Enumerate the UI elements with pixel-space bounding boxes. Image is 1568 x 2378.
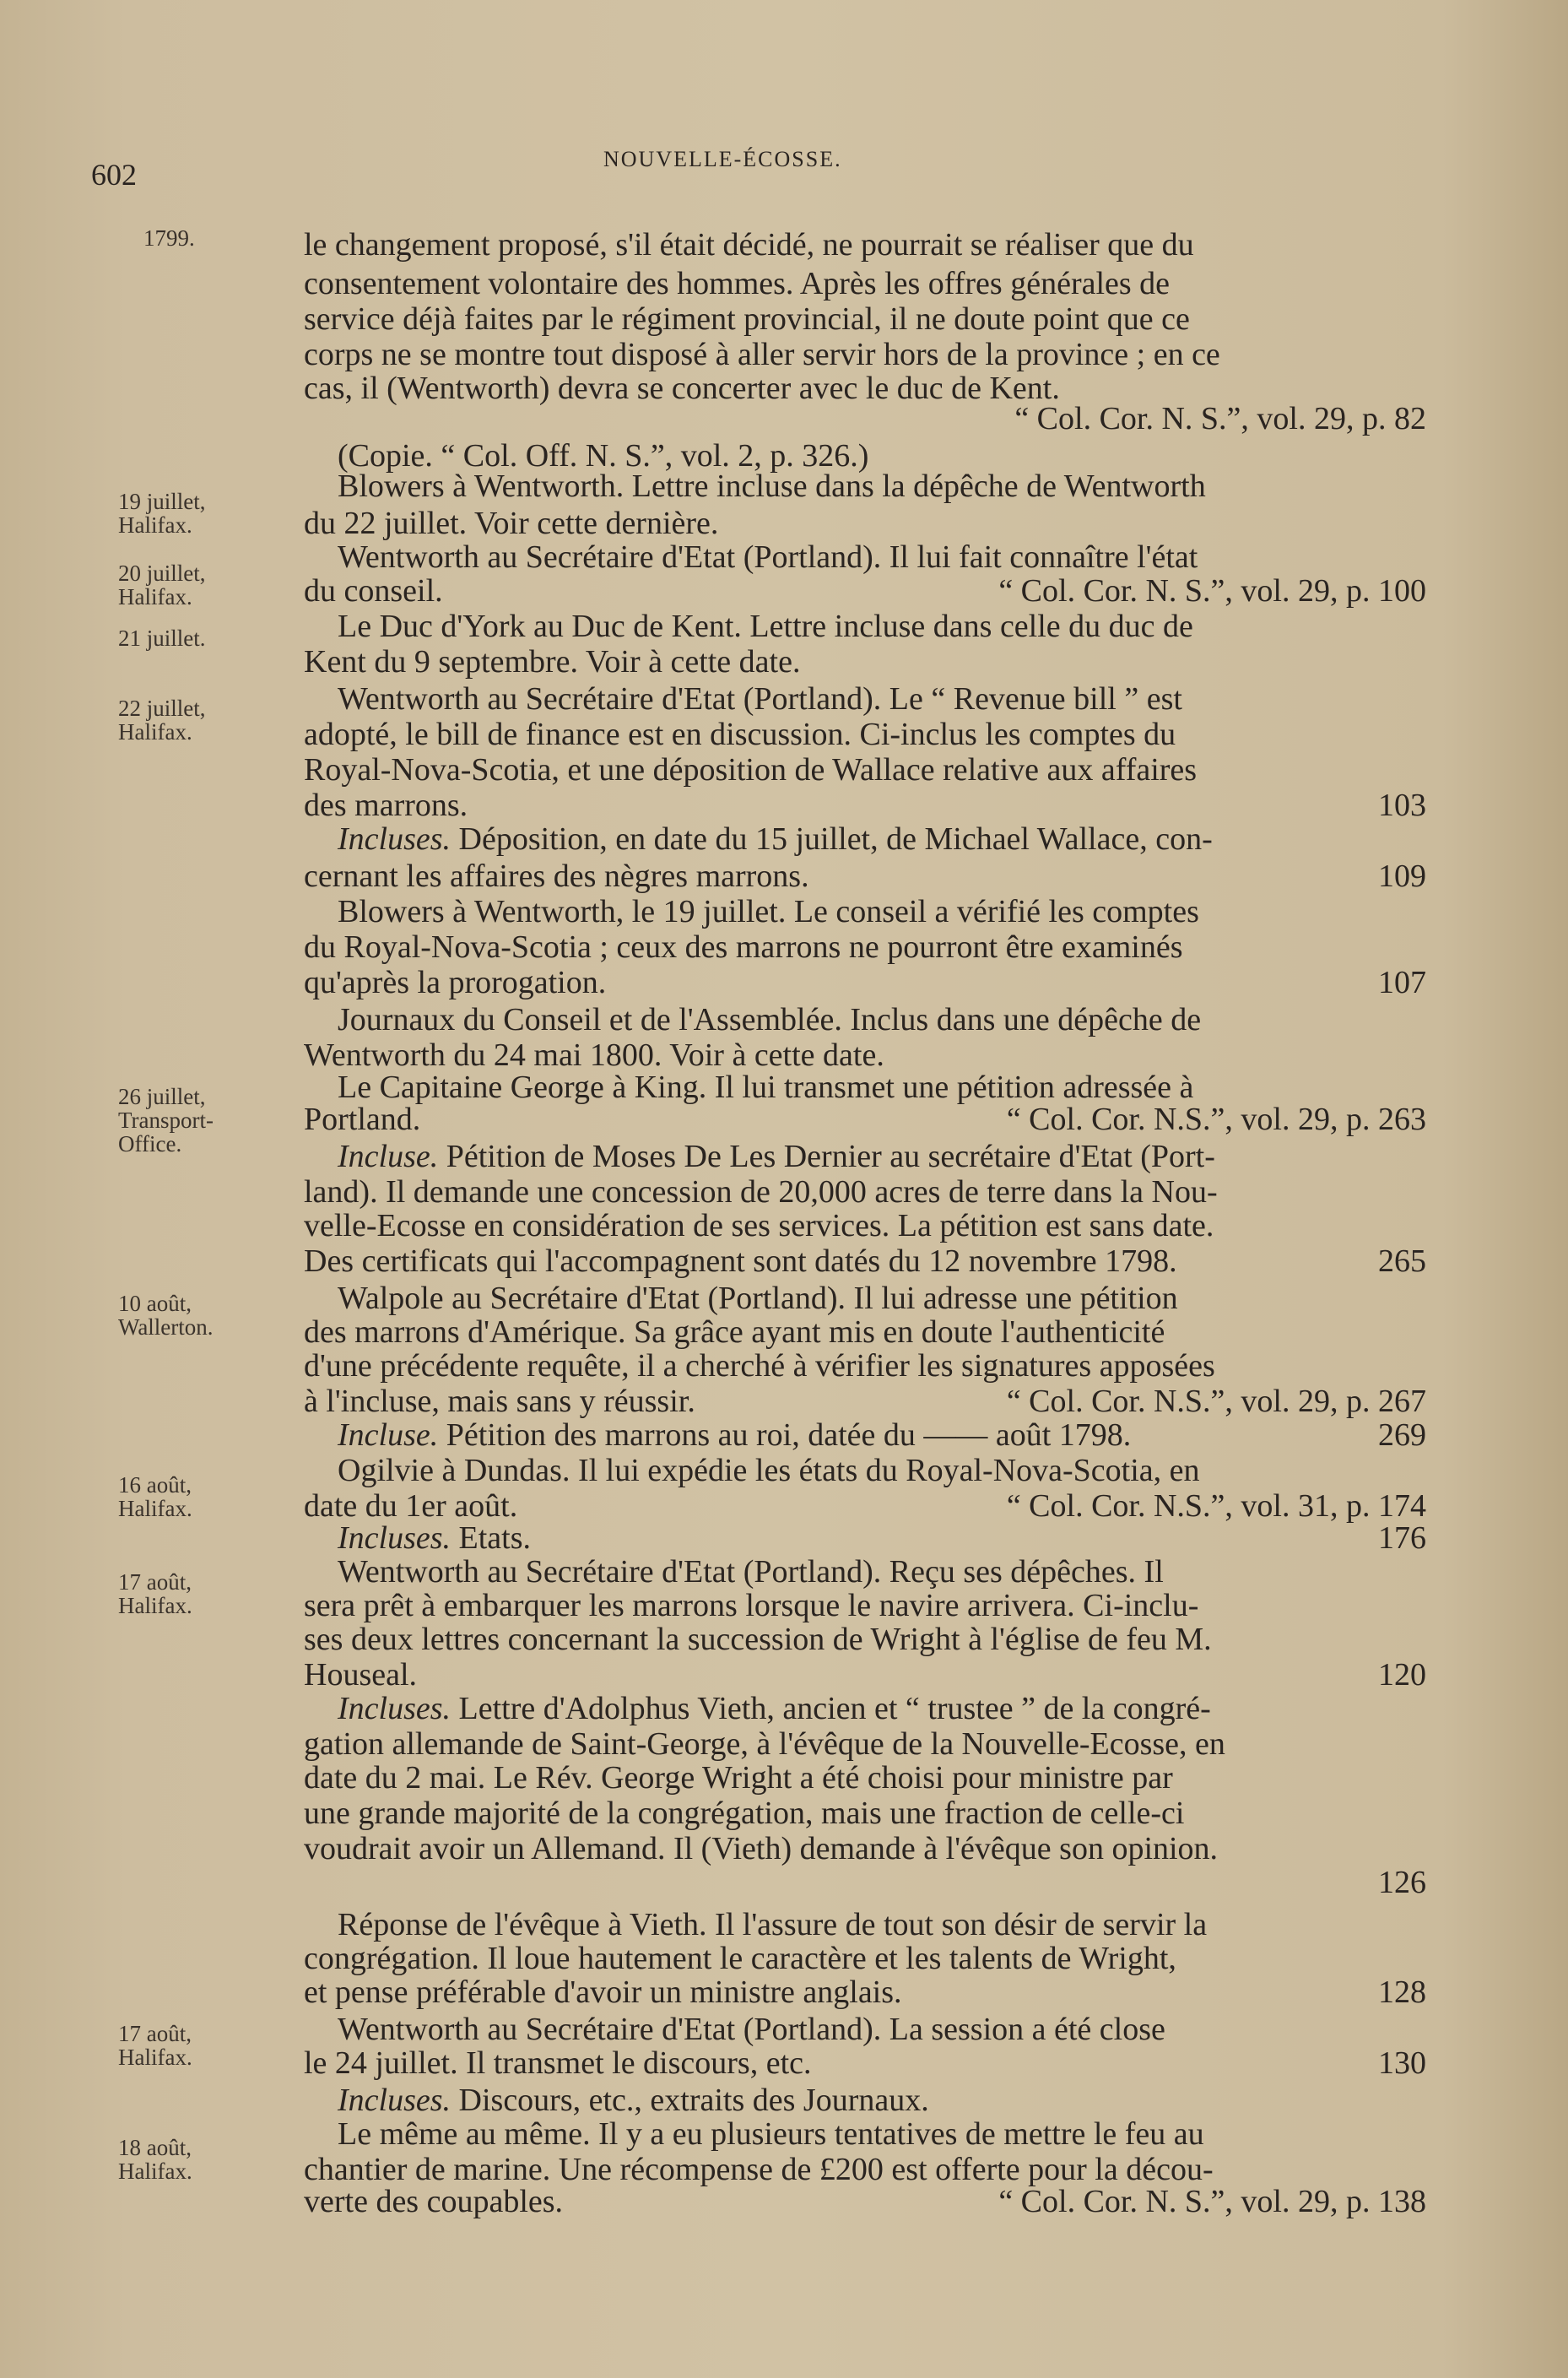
line-text: Houseal. [304, 1657, 418, 1693]
line-text: Lettre d'Adolphus Vieth, ancien et “ trustee ” de la congré- [451, 1691, 1211, 1726]
line-text: (Copie. “ Col. Off. N. S.”, vol. 2, p. 326.) [338, 438, 869, 474]
running-title: NOUVELLE-ÉCOSSE. [603, 147, 842, 171]
line-text: Ogilvie à Dundas. Il lui expédie les états du Royal-Nova-Scotia, en [338, 1453, 1200, 1488]
text-line [304, 2185, 1426, 2218]
text-line [304, 302, 1426, 336]
text-line [304, 1489, 1426, 1523]
text-line [338, 2083, 1426, 2117]
line-text: Pétition des marrons au roi, datée du —— août 1798. [438, 1417, 1132, 1453]
line-text: et pense préférable d'avoir un ministre anglais. [304, 1974, 902, 2010]
text-line [304, 574, 1426, 608]
text-line [304, 966, 1426, 999]
page-reference: 269 [1378, 1417, 1426, 1453]
line-text: adopté, le bill de finance est en discussion. Ci-inclus les comptes du [304, 717, 1176, 752]
line-text: Portland. [304, 1102, 421, 1137]
text-line [338, 1140, 1426, 1173]
margin-date: 1799. [143, 225, 195, 251]
text-line [304, 1175, 1426, 1209]
line-text: Le même au même. Il y a eu plusieurs tentatives de mettre le feu au [338, 2116, 1204, 2152]
line-text: qu'après la prorogation. [304, 965, 607, 1000]
margin-date: 22 juillet, Halifax. [118, 696, 206, 745]
line-text: le 24 juillet. Il transmet le discours, etc. [304, 2045, 812, 2081]
margin-date: 21 juillet. [118, 626, 206, 651]
text-line [304, 338, 1426, 371]
line-text: voudrait avoir un Allemand. Il (Vieth) demande à l'évêque son opinion. [304, 1831, 1219, 1866]
text-line [304, 228, 1426, 262]
text-line [304, 1244, 1426, 1278]
text-line [338, 1070, 1426, 1104]
page-reference: “ Col. Cor. N.S.”, vol. 31, p. 174 [1006, 1488, 1426, 1524]
page-reference: 128 [1378, 1974, 1426, 2010]
text-line [304, 1832, 1426, 1866]
line-text: Kent du 9 septembre. Voir à cette date. [304, 644, 801, 680]
text-line [304, 1975, 1426, 2009]
text-line [338, 1454, 1426, 1487]
line-text: Blowers à Wentworth, le 19 juillet. Le conseil a vérifié les comptes [338, 894, 1199, 929]
line-text: Wentworth au Secrétaire d'Etat (Portland). Reçu ses dépêches. Il [338, 1554, 1164, 1590]
page-reference: 126 [1378, 1865, 1426, 1900]
line-text: land). Il demande une concession de 20,000 acres de terre dans la Nou- [304, 1174, 1218, 1210]
line-text: Wentworth au Secrétaire d'Etat (Portland). Il lui fait connaître l'état [338, 539, 1198, 575]
line-text: verte des coupables. [304, 2184, 564, 2219]
page-reference: “ Col. Cor. N. S.”, vol. 29, p. 82 [1014, 401, 1426, 436]
text-line [304, 267, 1426, 301]
text-line [338, 1555, 1426, 1589]
text-line [304, 1796, 1426, 1830]
text-line [338, 1418, 1426, 1452]
line-text: Des certificats qui l'accompagnent sont datés du 12 novembre 1798. [304, 1243, 1177, 1279]
line-text: du Royal-Nova-Scotia ; ceux des marrons ne pourront être examinés [304, 929, 1183, 965]
text-line [304, 645, 1426, 679]
line-text: Wentworth du 24 mai 1800. Voir à cette date. [304, 1037, 884, 1073]
text-line [304, 1038, 1426, 1072]
text-line [338, 609, 1426, 643]
line-text: Wentworth au Secrétaire d'Etat (Portland). La session a été close [338, 2012, 1165, 2047]
page-reference: “ Col. Cor. N.S.”, vol. 29, p. 267 [1006, 1384, 1426, 1419]
text-line [304, 2046, 1426, 2080]
text-line [338, 2012, 1426, 2046]
line-text: le changement proposé, s'il était décidé, ne pourrait se réaliser que du [304, 227, 1194, 263]
line-text: à l'incluse, mais sans y réussir. [304, 1384, 695, 1419]
page-reference: 130 [1378, 2045, 1426, 2081]
line-text: Le Duc d'York au Duc de Kent. Lettre incluse dans celle du duc de [338, 609, 1193, 644]
line-text: velle-Ecosse en considération de ses services. La pétition est sans date. [304, 1208, 1214, 1243]
page-reference: 103 [1378, 788, 1426, 823]
text-line [304, 718, 1426, 751]
text-line [338, 822, 1426, 856]
line-text: Journaux du Conseil et de l'Assemblée. Inclus dans une dépêche de [338, 1002, 1202, 1037]
text-line [304, 506, 1426, 540]
line-text: ses deux lettres concernant la succession de Wright à l'église de feu M. [304, 1622, 1212, 1657]
text-line [304, 1209, 1426, 1243]
text-line [338, 540, 1426, 574]
italic-lead: Incluses. [338, 821, 451, 857]
line-text: d'une précédente requête, il a cherché à vérifier les signatures apposées [304, 1348, 1215, 1384]
line-text: Blowers à Wentworth. Lettre incluse dans la dépêche de Wentworth [338, 469, 1206, 504]
margin-date: 17 août, Halifax. [118, 1569, 192, 1618]
text-line [338, 682, 1426, 716]
text-line [304, 1727, 1426, 1761]
italic-lead: Incluses. [338, 1691, 451, 1726]
text-line [338, 1003, 1426, 1037]
margin-date: 16 août, Halifax. [118, 1472, 192, 1521]
line-text: congrégation. Il loue hautement le caractère et les talents de Wright, [304, 1941, 1176, 1976]
text-line [304, 859, 1426, 893]
line-text: consentement volontaire des hommes. Après les offres générales de [304, 266, 1171, 301]
text-line [304, 1761, 1426, 1795]
italic-lead: Incluses. [338, 2083, 451, 2118]
margin-date: 26 juillet, Transport- Office. [118, 1084, 214, 1156]
line-text: date du 1er août. [304, 1488, 518, 1524]
line-text: une grande majorité de la congrégation, mais une fraction de celle-ci [304, 1796, 1185, 1831]
margin-date: 18 août, Halifax. [118, 2135, 192, 2184]
page-reference: “ Col. Cor. N.S.”, vol. 29, p. 263 [1006, 1102, 1426, 1137]
italic-lead: Incluse. [338, 1417, 439, 1453]
italic-lead: Incluse. [338, 1139, 439, 1174]
text-line [304, 1349, 1426, 1383]
line-text: Etats. [451, 1520, 532, 1556]
text-line [304, 1102, 1426, 1136]
line-text: Wentworth au Secrétaire d'Etat (Portland). Le “ Revenue bill ” est [338, 681, 1182, 717]
line-text: Royal-Nova-Scotia, et une déposition de Wallace relative aux affaires [304, 752, 1198, 788]
text-line [338, 2117, 1426, 2151]
text-line [304, 1315, 1426, 1349]
line-text: Réponse de l'évêque à Vieth. Il l'assure de tout son désir de servir la [338, 1907, 1208, 1942]
line-text: Walpole au Secrétaire d'Etat (Portland). Il lui adresse une pétition [338, 1281, 1178, 1316]
text-line [304, 930, 1426, 964]
margin-date: 10 août, Wallerton. [118, 1291, 214, 1340]
page-reference: “ Col. Cor. N. S.”, vol. 29, p. 100 [998, 573, 1426, 609]
text-line [304, 1589, 1426, 1622]
line-text: des marrons d'Amérique. Sa grâce ayant mis en doute l'authenticité [304, 1314, 1165, 1350]
text-line [338, 1908, 1426, 1942]
line-text: Pétition de Moses De Les Dernier au secrétaire d'Etat (Port- [438, 1139, 1215, 1174]
line-text: du 22 juillet. Voir cette dernière. [304, 506, 719, 541]
line-text: Déposition, en date du 15 juillet, de Michael Wallace, con- [451, 821, 1213, 857]
line-text: gation allemande de Saint-George, à l'évêque de la Nouvelle-Ecosse, en [304, 1726, 1225, 1762]
italic-lead: Incluses. [338, 1520, 451, 1556]
text-line [304, 1942, 1426, 1975]
text-line [338, 895, 1426, 929]
text-line [338, 1692, 1426, 1725]
page-reference: 120 [1378, 1657, 1426, 1693]
text-line [304, 371, 1426, 405]
page-reference: 109 [1378, 859, 1426, 894]
page-reference: “ Col. Cor. N. S.”, vol. 29, p. 138 [998, 2184, 1426, 2219]
line-text: date du 2 mai. Le Rév. George Wright a été choisi pour ministre par [304, 1760, 1173, 1796]
line-text: du conseil. [304, 573, 443, 609]
line-text: corps ne se montre tout disposé à aller servir hors de la province ; en ce [304, 337, 1220, 372]
text-line [338, 469, 1426, 503]
margin-date: 19 juillet, Halifax. [118, 489, 206, 538]
text-line [304, 753, 1426, 787]
text-line [304, 2153, 1426, 2186]
margin-date: 20 juillet, Halifax. [118, 561, 206, 609]
line-text: cas, il (Wentworth) devra se concerter avec le duc de Kent. [304, 371, 1060, 406]
text-line [338, 1521, 1426, 1555]
text-line [338, 1281, 1426, 1315]
text-line [304, 1384, 1426, 1418]
line-text: Discours, etc., extraits des Journaux. [451, 2083, 929, 2118]
line-text: des marrons. [304, 788, 468, 823]
page-reference: 107 [1378, 965, 1426, 1000]
page-reference: 265 [1378, 1243, 1426, 1279]
text-line [338, 439, 1426, 473]
text-line [304, 788, 1426, 822]
text-line [304, 1622, 1426, 1656]
line-text: sera prêt à embarquer les marrons lorsque le navire arrivera. Ci-inclu- [304, 1588, 1199, 1623]
page-number: 602 [91, 158, 137, 192]
line-text: service déjà faites par le régiment provincial, il ne doute point que ce [304, 301, 1190, 337]
page-reference: 176 [1378, 1520, 1426, 1556]
line-text: chantier de marine. Une récompense de £200 est offerte pour la décou- [304, 2152, 1214, 2187]
line-text: Le Capitaine George à King. Il lui transmet une pétition adressée à [338, 1070, 1194, 1105]
margin-date: 17 août, Halifax. [118, 2021, 192, 2070]
text-line [304, 1658, 1426, 1692]
line-text: cernant les affaires des nègres marrons. [304, 859, 809, 894]
